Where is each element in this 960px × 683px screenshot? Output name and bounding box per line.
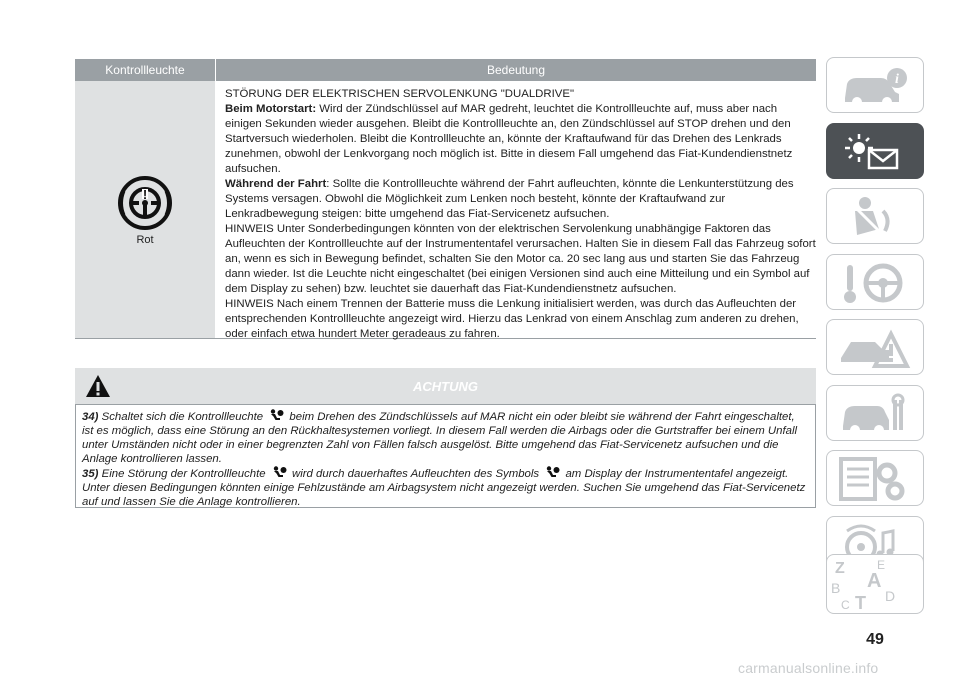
power-steering-warning-icon	[116, 174, 174, 232]
tab-emergency[interactable]	[826, 319, 924, 375]
item-number: 35)	[82, 468, 99, 480]
index-letter: T	[855, 593, 866, 613]
svg-text:i: i	[895, 72, 899, 87]
while-driving-text: : Sollte die Kontrollleuchte während der Fahrt aufleuchten, könnte die Lenkunterstützung des Systems versagen. Obwohl die Möglichkeit zum Lenken noch besteht, könnte der Kraftaufwand zur Lenkradbewegung steigen: bitte umgehend das Fiat-Servicenetz aufsuchen.	[225, 178, 794, 220]
index-letter: B	[831, 580, 841, 596]
airbag-icon	[544, 466, 560, 479]
tab-technical-data[interactable]	[826, 450, 924, 506]
index-letter: Z	[835, 560, 845, 577]
road-emergency-icon	[827, 320, 925, 376]
page-number: 49	[866, 631, 884, 648]
header-bedeutung: Bedeutung	[215, 59, 816, 81]
tab-index[interactable]	[826, 554, 924, 614]
table-row	[75, 81, 816, 339]
lamp-color-label: Rot	[136, 233, 154, 246]
warning-triangle-icon	[85, 373, 111, 399]
warning-item-34	[82, 409, 809, 466]
description-cell	[215, 81, 816, 338]
tab-warning-lights[interactable]	[826, 123, 924, 179]
warning-title: ACHTUNG	[413, 378, 478, 394]
tab-safety[interactable]	[826, 188, 924, 244]
paragraph-engine-start	[225, 102, 816, 177]
warning-body	[75, 404, 816, 508]
technical-data-icon	[827, 451, 925, 507]
engine-start-text: Wird der Zündschlüssel auf MAR gedreht, leuchtet die Kontrollleuchte auf, muss aber nach einigen Sekunden wieder ausgehen. Bleibt die Kontrollleuchte an, den Zündschlüssel auf STOP drehen und den Startversuch wiederholen. Bleibt die Kontrollleuchte an, könnte der Kraftaufwand für das Drehen des Lenkrads zunehmen, obwohl der Lenkvorgang noch möglich ist. Bitte in diesem Fall umgehend das Fiat-Kundendienstnetz aufsuchen.	[225, 103, 793, 175]
lamp-cell	[75, 81, 215, 338]
item-text: Eine Störung der Kontrollleuchte	[98, 468, 269, 480]
index-letter: C	[841, 598, 850, 612]
index-letter: A	[867, 570, 882, 592]
fault-title: STÖRUNG DER ELEKTRISCHEN SERVOLENKUNG "DUALDRIVE"	[225, 88, 575, 100]
while-driving-label: Während der Fahrt	[225, 178, 327, 190]
tab-maintenance[interactable]	[826, 385, 924, 441]
item-text-cont: beim Drehen des Zündschlüssels auf MAR nicht ein oder bleibt sie während der Fahrt eingeschaltet, ist es möglich, dass eine Störung an den Rückhaltesystemen vorliegt. In diesem Fall werden die Airbags oder die Gurtstraffer bei einem Unfall unter Umständen nicht oder in einer begrenzten Zahl von Fällen falsch ausgelöst. Bitte umgehend das Fiat-Servicenetz aufsuchen und die Anlage kontrollieren lassen.	[82, 411, 798, 465]
watermark-footer: carmanualsonline.info	[738, 660, 879, 676]
table-header	[75, 59, 816, 81]
alphabetical-index-icon	[827, 555, 925, 615]
index-letter: D	[885, 588, 896, 604]
warning-light-table	[75, 59, 816, 339]
warning-lights-icon	[827, 124, 925, 180]
item-text-cont: wird durch dauerhaftes Aufleuchten des Symbols	[288, 468, 543, 480]
airbag-icon	[271, 466, 287, 479]
airbag-icon	[268, 409, 284, 422]
engine-start-label: Beim Motorstart:	[225, 103, 317, 115]
item-text: Schaltet sich die Kontrollleuchte	[98, 411, 267, 423]
tab-starting-driving[interactable]	[826, 254, 924, 310]
note-battery-disconnect: HINWEIS Nach einem Trennen der Batterie muss die Lenkung initialisiert werden, was durch das Aufleuchten der entsprechenden Kontrollleuchte angezeigt wird. Hierzu das Lenkrad von einem Anschlag zum anderen zu drehen, oder einfach etwa hundert Meter geradeaus zu fahren.	[225, 298, 799, 340]
paragraph-while-driving	[225, 177, 816, 222]
header-kontrollleuchte: Kontrollleuchte	[105, 63, 185, 77]
car-info-icon	[827, 58, 925, 114]
warning-header	[75, 368, 816, 404]
tab-car-info[interactable]	[826, 57, 924, 113]
item-text-end: am Display der Instrumententafel angezeigt. Unter diesen Bedingungen könnten einige Fehlzustände am Airbagsystem nicht angezeigt werden. Suchen Sie umgehend das Fiat-Servicenetz auf und lassen Sie die Anlage kontrollieren.	[82, 468, 806, 508]
warning-item-35	[82, 466, 809, 509]
note-special-conditions: HINWEIS Unter Sonderbedingungen könnten von der elektrischen Servolenkung unabhängige Faktoren das Aufleuchten der Kontrollleuchte auf der Instrumententafel verursachen. Halten Sie in diesem Fall das Fahrzeug sofort an, wenn es sich in Bewegung befindet, schalten Sie den Motor ca. 20 sec lang aus und starten Sie das Fahrzeug dann wieder. Ist die Leuchte nicht eingeschaltet (bei einigen Versionen sind auch eine Mitteilung und ein Symbol auf dem Display zu sehen) bzw. leuchtet sie dauerhaft das Fiat-Kundendienstnetz aufsuchen.	[225, 223, 816, 295]
seatbelt-icon	[827, 189, 925, 245]
key-steering-wheel-icon	[827, 255, 925, 311]
svg-text:!: !	[142, 186, 148, 202]
item-number: 34)	[82, 411, 99, 423]
index-letter: E	[877, 558, 886, 572]
car-maintenance-icon	[827, 386, 925, 442]
